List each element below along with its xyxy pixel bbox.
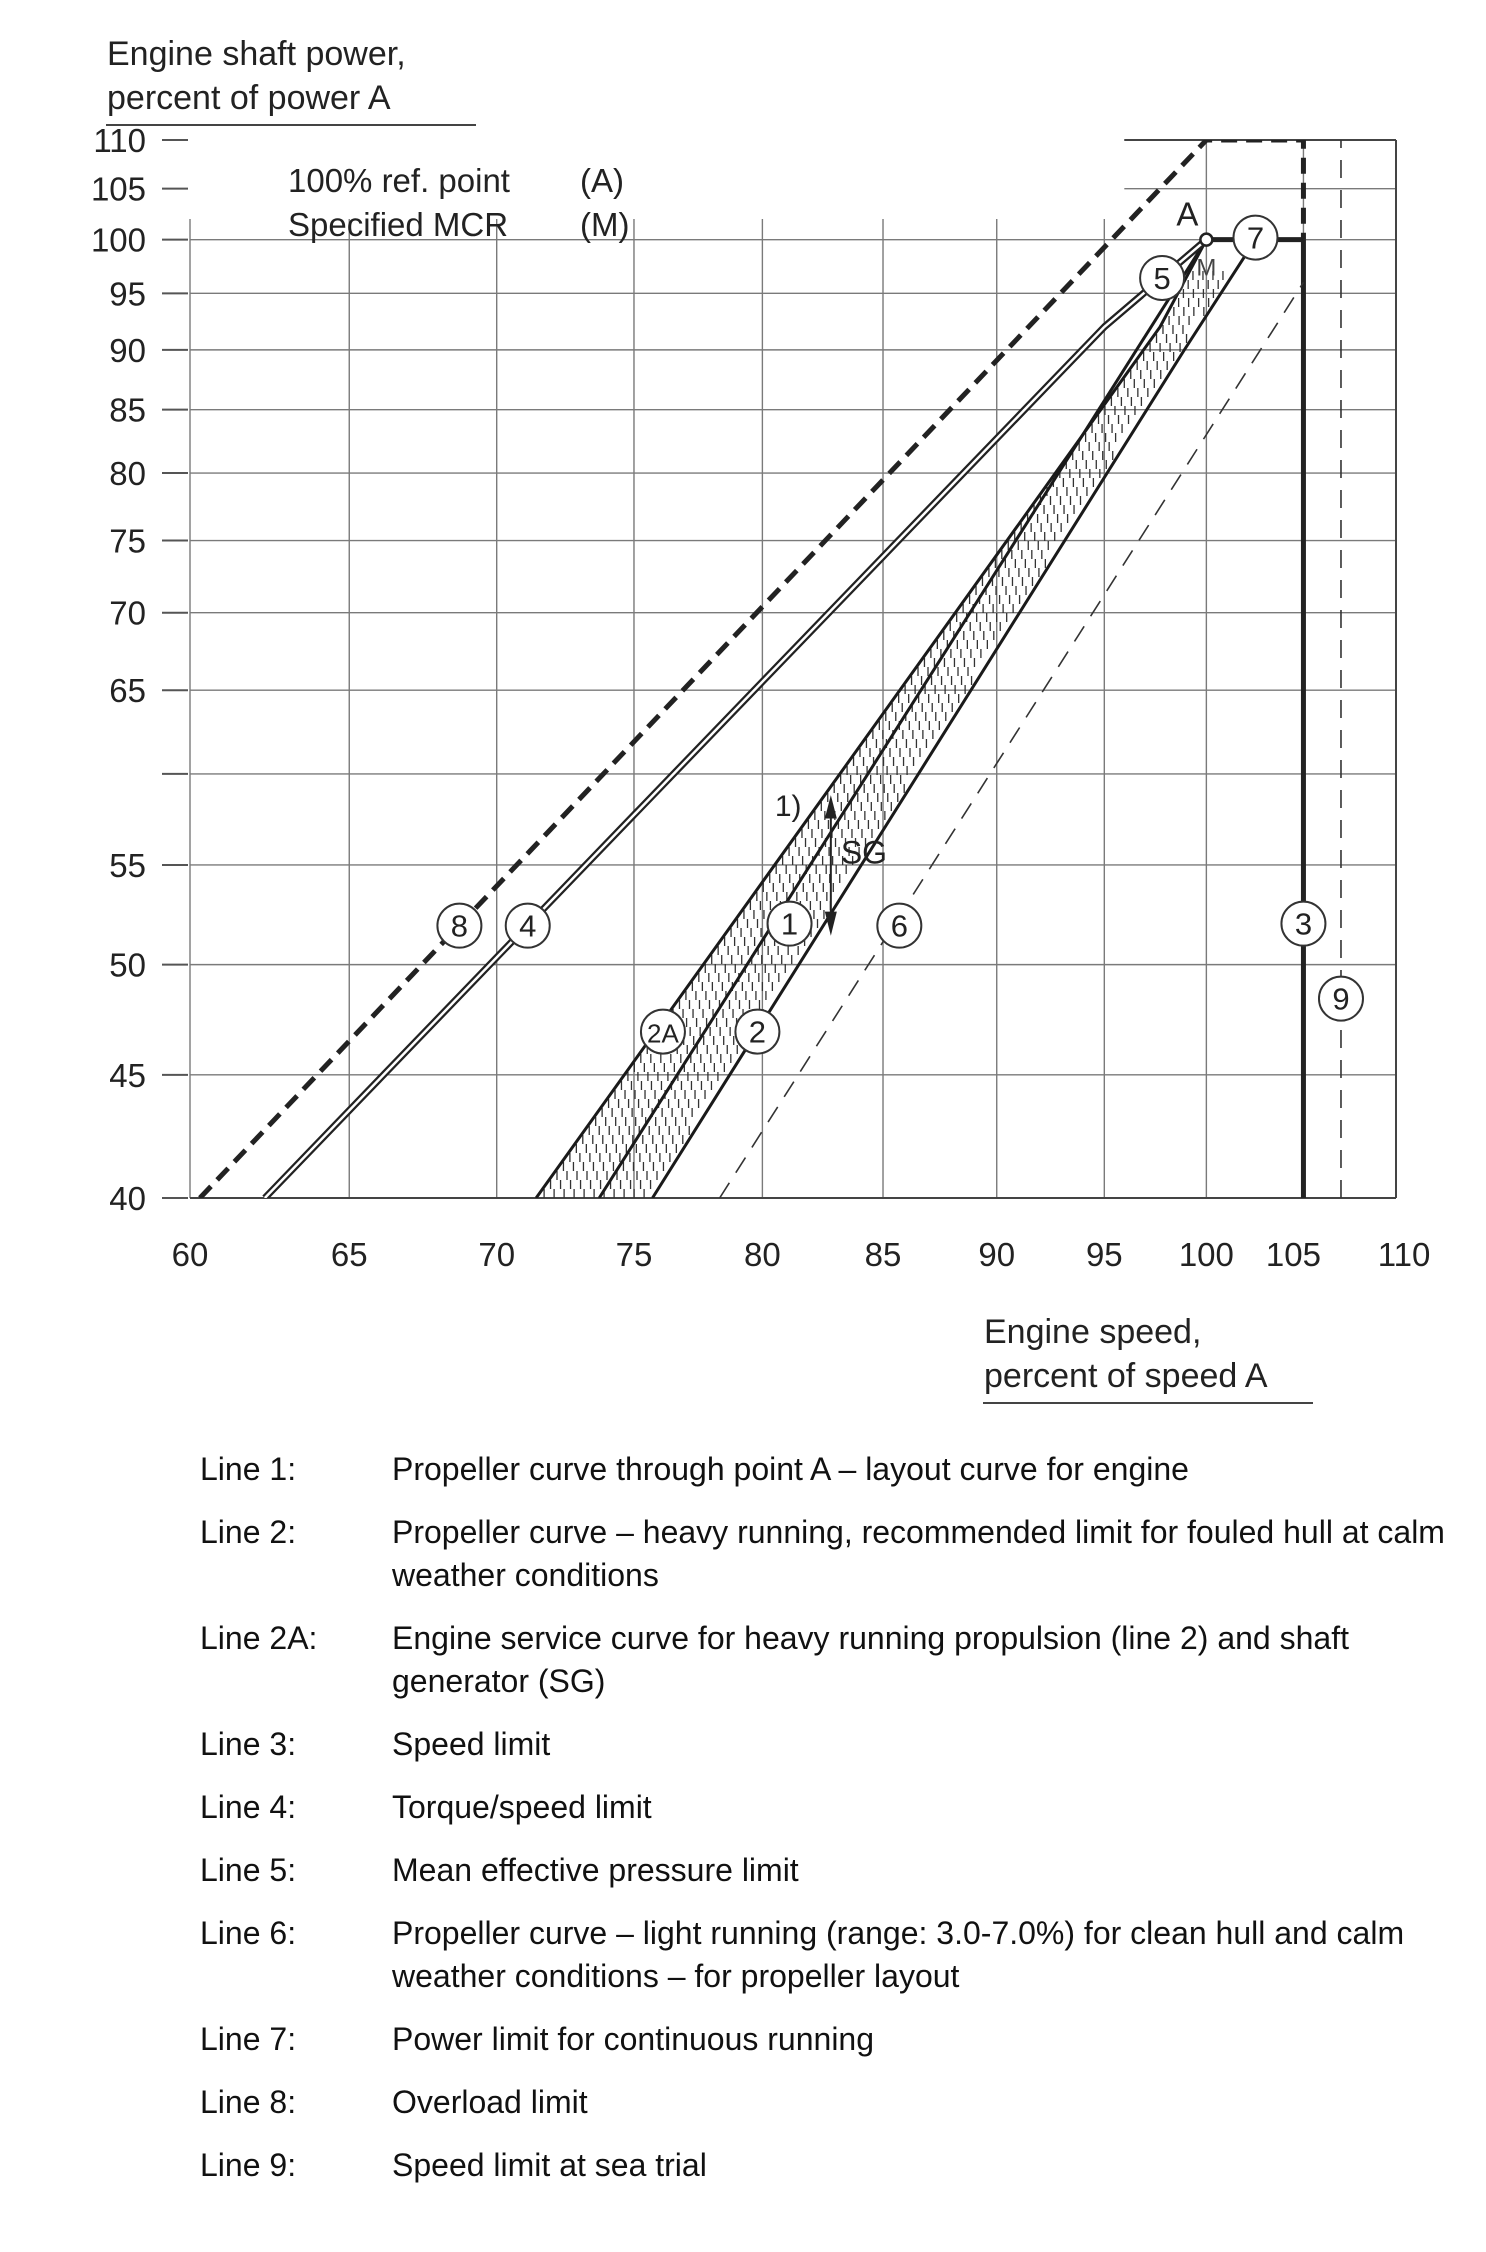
y-tick-label: 50 — [109, 946, 146, 984]
x-tick-label: 75 — [615, 1236, 653, 1273]
legend-key: Line 4: — [200, 1789, 297, 1825]
x-tick-label: 85 — [864, 1236, 902, 1273]
legend-description: Speed limit at sea trial — [392, 2147, 707, 2183]
x-tick-label: 90 — [978, 1236, 1016, 1273]
x-tick-label: 70 — [478, 1236, 516, 1273]
legend-key: Line 8: — [200, 2084, 297, 2120]
y-tick-label: 95 — [109, 275, 146, 313]
legend-row — [200, 1511, 1470, 1597]
y-tick-label: 65 — [109, 672, 146, 710]
x-tick-label: 95 — [1085, 1236, 1123, 1273]
y-tick-label: 90 — [109, 331, 146, 369]
x-axis-title-line1: Engine speed, — [984, 1313, 1202, 1351]
line-4-marker-label: 4 — [519, 908, 537, 944]
point-a-marker — [1200, 234, 1212, 246]
x-tick-label: 100 — [1178, 1236, 1234, 1273]
point-a-label: A — [1176, 195, 1199, 233]
line-8-marker-label: 8 — [450, 908, 469, 944]
legend-description: Torque/speed limit — [392, 1789, 652, 1825]
note-1-label: 1) — [774, 789, 802, 823]
legend-description: Power limit for continuous running — [392, 2021, 875, 2057]
line-markers — [437, 216, 1363, 1054]
ref-point-label: 100% ref. point — [288, 162, 510, 199]
legend-row — [200, 1912, 1470, 1998]
legend-row — [200, 1448, 1470, 1491]
legend-key: Line 5: — [200, 1852, 297, 1888]
plot-frame — [190, 140, 1396, 1198]
legend-description: Mean effective pressure limit — [392, 1852, 799, 1888]
y-tick-label: 45 — [109, 1056, 146, 1094]
x-axis-title-underline — [983, 1402, 1313, 1404]
y-tick-label: 75 — [109, 522, 146, 560]
line-1-curve — [599, 240, 1206, 1198]
line-legend — [200, 1448, 1470, 2207]
mcr-code: (M) — [580, 206, 630, 243]
line-5-marker-label: 5 — [1153, 261, 1171, 297]
x-tick-label: 80 — [744, 1236, 781, 1273]
ref-point-code: (A) — [580, 162, 624, 199]
line-2A-curve — [536, 240, 1206, 1198]
legend-key: Line 7: — [200, 2021, 297, 2057]
line-9-marker-label: 9 — [1332, 981, 1350, 1017]
x-tick-label: 110 — [1377, 1236, 1431, 1273]
legend-row — [200, 1723, 1470, 1766]
y-tick-label: 70 — [109, 594, 146, 632]
x-tick-label: 60 — [171, 1236, 209, 1273]
legend-description: Engine service curve for heavy running propulsion (line 2) and shaft generator (SG) — [392, 1620, 1349, 1699]
line-7-marker-label: 7 — [1246, 220, 1265, 256]
legend-key: Line 9: — [200, 2147, 297, 2183]
line-3-marker-label: 3 — [1294, 906, 1313, 942]
x-tick-label: 65 — [330, 1236, 368, 1273]
legend-row — [200, 2081, 1470, 2124]
legend-row — [200, 1849, 1470, 1892]
y-tick-label: 55 — [109, 846, 146, 884]
y-tick-label: 110 — [93, 122, 146, 159]
point-m-label: M — [1196, 254, 1217, 282]
legend-row — [200, 1786, 1470, 1829]
y-axis-title-line1: Engine shaft power, — [107, 35, 406, 73]
y-tick-label: 40 — [109, 1180, 146, 1217]
mcr-label: Specified MCR — [288, 206, 509, 243]
y-tick-label: 85 — [109, 391, 146, 429]
sg-arrow-head-down — [825, 912, 837, 936]
line-2-curve — [652, 240, 1255, 1198]
legend-key: Line 6: — [200, 1915, 297, 1951]
line-6-marker-label: 6 — [890, 908, 908, 944]
y-axis-title-line2: percent of power A — [107, 79, 391, 117]
sg-label: SG — [840, 834, 888, 871]
sg-arrow-head-up — [825, 795, 837, 818]
line-2-marker-label: 2 — [748, 1014, 767, 1050]
legend-row — [200, 2144, 1470, 2187]
legend-description: Propeller curve – heavy running, recommended limit for fouled hull at calm weather conditions — [392, 1514, 1445, 1593]
x-tick-label: 105 — [1265, 1236, 1321, 1273]
legend-key: Line 1: — [200, 1451, 297, 1487]
legend-description: Overload limit — [392, 2084, 588, 2120]
legend-description: Propeller curve – light running (range: 3.0-7.0%) for clean hull and calm weather conditions – for propeller layout — [392, 1915, 1405, 1994]
legend-row — [200, 2018, 1470, 2061]
legend-description: Speed limit — [392, 1726, 551, 1762]
legend-row — [200, 1617, 1470, 1703]
y-tick-label: 100 — [90, 221, 146, 259]
legend-key: Line 2: — [200, 1514, 297, 1550]
line-4-curve — [265, 240, 1207, 1198]
legend-description: Propeller curve through point A – layout curve for engine — [392, 1451, 1189, 1487]
legend-key: Line 2A: — [200, 1620, 318, 1656]
legend-key: Line 3: — [200, 1726, 297, 1762]
x-axis-title-line2: percent of speed A — [984, 1357, 1268, 1395]
line-1-marker-label: 1 — [780, 906, 799, 942]
line-2A-marker-label: 2A — [647, 1018, 679, 1049]
annotations — [288, 162, 1216, 936]
y-tick-label: 80 — [109, 455, 146, 493]
y-tick-label: 105 — [90, 170, 146, 208]
